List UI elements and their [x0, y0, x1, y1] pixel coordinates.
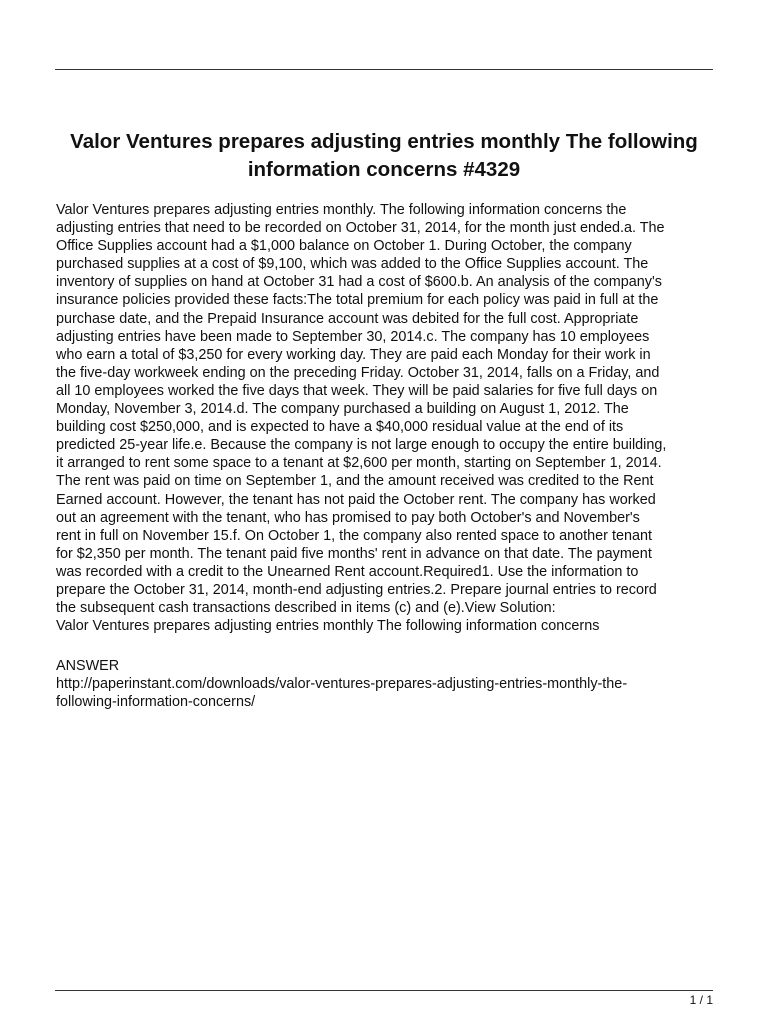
answer-label: ANSWER [56, 658, 120, 674]
header-divider [55, 69, 713, 70]
document-body: Valor Ventures prepares adjusting entries monthly. The following information concerns the adjusting entries that need to be recorded on October 31, 2014, for the month just ended.a. The Office Supplies account had a $1,000 balance on October 1. During October, the company purchased supplies at a cost of $9,100, which was added to the Office Supplies account. The inventory of supplies on hand at October 31 had a cost of $600.b. An analysis of the company's insurance policies provided these facts:The total premium for each policy was paid in full at the purchase date, and the Prepaid Insurance account was debited for the full cost. Appropriate adjusting entries have been made to September 30, 2014.c. The company has 10 employees who earn a total of $3,250 for every working day. They are paid each Monday for their work in the five-day workweek ending on the preceding Friday. October 31, 2014, falls on a Friday, and all 10 employees worked the five days that week. They will be paid salaries for five full days on Monday, November 3, 2014.d. The company purchased a building on August 1, 2012. The building cost $250,000, and is expected to have a $40,000 residual value at the end of its predicted 25-year life.e. Because the company is not large enough to occupy the entire building, it arranged to rent some space to a tenant at $2,600 per month, starting on September 1, 2014. The rent was paid on time on September 1, and the amount received was credited to the Rent Earned account. However, the tenant has not paid the October rent. The company has worked out an agreement with the tenant, who has promised to pay both October's and November's rent in full on November 15.f. On October 1, the company also rented space to another tenant for $2,350 per month. The tenant paid five months' rent in advance on that date. The payment was recorded with a credit to the Unearned Rent account.Required1. Use the information to prepare the October 31, 2014, month-end adjusting entries.2. Prepare journal entries to record the subsequent cash transactions described in items (c) and (e).View Solution: Valor Ventures prepares adjusting entries monthly The following information concerns [56, 202, 667, 635]
footer-divider [55, 990, 713, 991]
document-title: Valor Ventures prepares adjusting entries monthly The following information concerns #4329 [70, 130, 698, 181]
answer-section [56, 657, 716, 711]
page-number: 1 / 1 [689, 993, 713, 1007]
answer-link[interactable]: http://paperinstant.com/downloads/valor-ventures-prepares-adjusting-entries-monthly-the- following-information-concerns/ [56, 676, 628, 711]
